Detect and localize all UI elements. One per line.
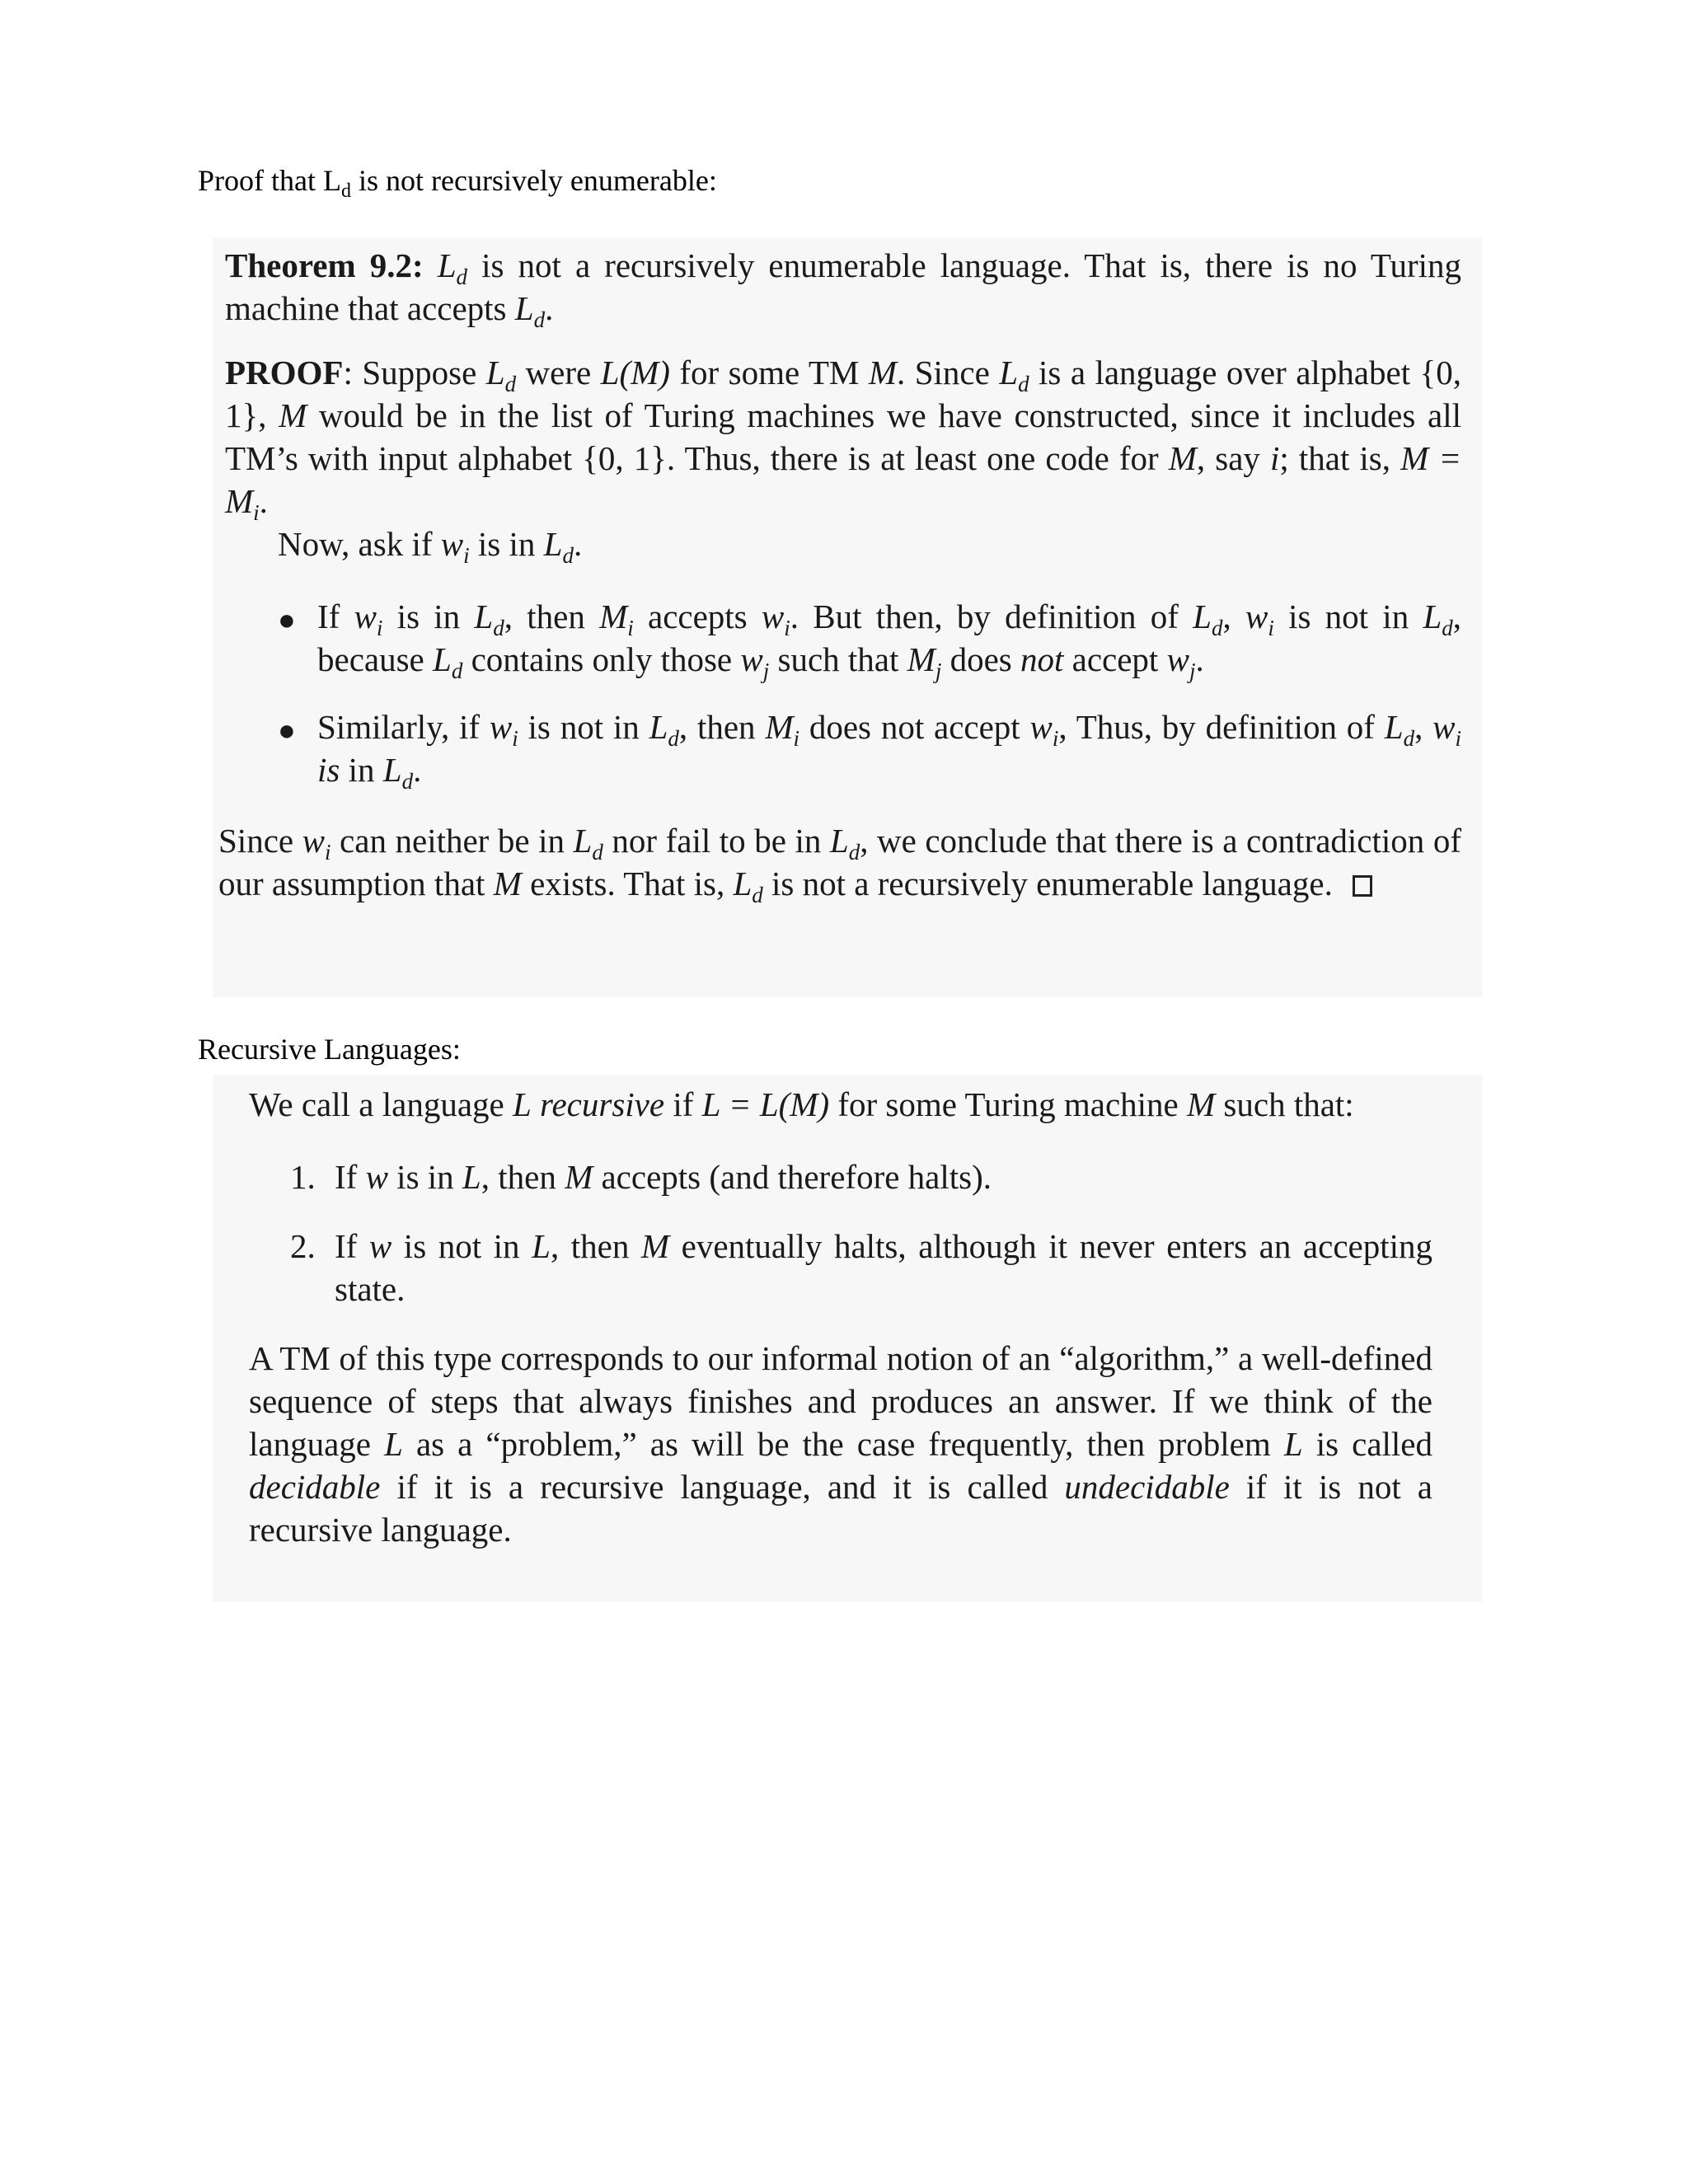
scanned-proof-excerpt bbox=[213, 237, 1482, 997]
bullet-dot-icon: ● bbox=[278, 714, 296, 747]
bullet-dot-icon: ● bbox=[278, 603, 296, 636]
heading-recursive-languages: Recursive Languages: bbox=[198, 1033, 461, 1066]
definition-list bbox=[290, 1155, 1432, 1310]
proof-conclusion: Since $w_i$ can neither be in $L_d$ nor fail to be in $L_d$, we conclude that there is a contradiction of our assumption that M exists. That is, $L_d$ is not a recursively enumerable language. bbox=[218, 822, 1461, 908]
proof-paragraph: PROOF: Suppose $L_d$ were L(M) for some TM M. Since $L_d$ is a language over alphabet {0, 1}, M would be in the list of Turing machines we have constructed, since it includes all TM’s with input alphabet {0, 1}. Thus, there is at least one code for M, say i; that is, $M = M_i$. bbox=[225, 354, 1461, 526]
definition-paragraph: We call a language L recursive if L = L(M) for some Turing machine M such that: bbox=[249, 1085, 1354, 1123]
bullet-item: ● If $w_i$ is in $L_d$, then $M_i$ accepts $w_i$. But then, by definition of $L_d$, $w_i$ is not in $L_d$, because $L_d$ contains only those $w_j$ such that $M_j$ does not accept $w_j$. bbox=[278, 598, 1462, 684]
heading-proof-ld: Proof that $L_d$ is not recursively enumerable: bbox=[198, 164, 717, 203]
scanned-definition-excerpt bbox=[213, 1075, 1482, 1602]
list-item: 2. If w is not in L, then M eventually halts, although it never enters an accepting state. bbox=[290, 1227, 1432, 1308]
theorem-statement: Theorem 9.2: $L_d$ is not a recursively enumerable language. That is, there is no Turing machine that accepts $L_d$. bbox=[225, 246, 1462, 333]
list-item: 1. If w is in L, then M accepts (and therefore halts). bbox=[290, 1158, 992, 1196]
proof-now-line: Now, ask if $w_i$ is in $L_d$. bbox=[278, 525, 583, 569]
bullet-item: ● Similarly, if $w_i$ is not in $L_d$, then $M_i$ does not accept $w_i$, Thus, by definition of $L_d$, $w_i$ is in $L_d$. bbox=[278, 708, 1462, 794]
closing-paragraph: A TM of this type corresponds to our informal notion of an “algorithm,” a well-defined sequence of steps that always finishes and produces an answer. If we think of the language L as a “problem,” as will be the case frequently, then problem L is called decidable if it is a recursive language, and it is called undecidable if it is not a recursive language. bbox=[249, 1339, 1433, 1549]
proof-bullets bbox=[278, 595, 1462, 794]
qed-square-icon bbox=[1353, 875, 1372, 897]
